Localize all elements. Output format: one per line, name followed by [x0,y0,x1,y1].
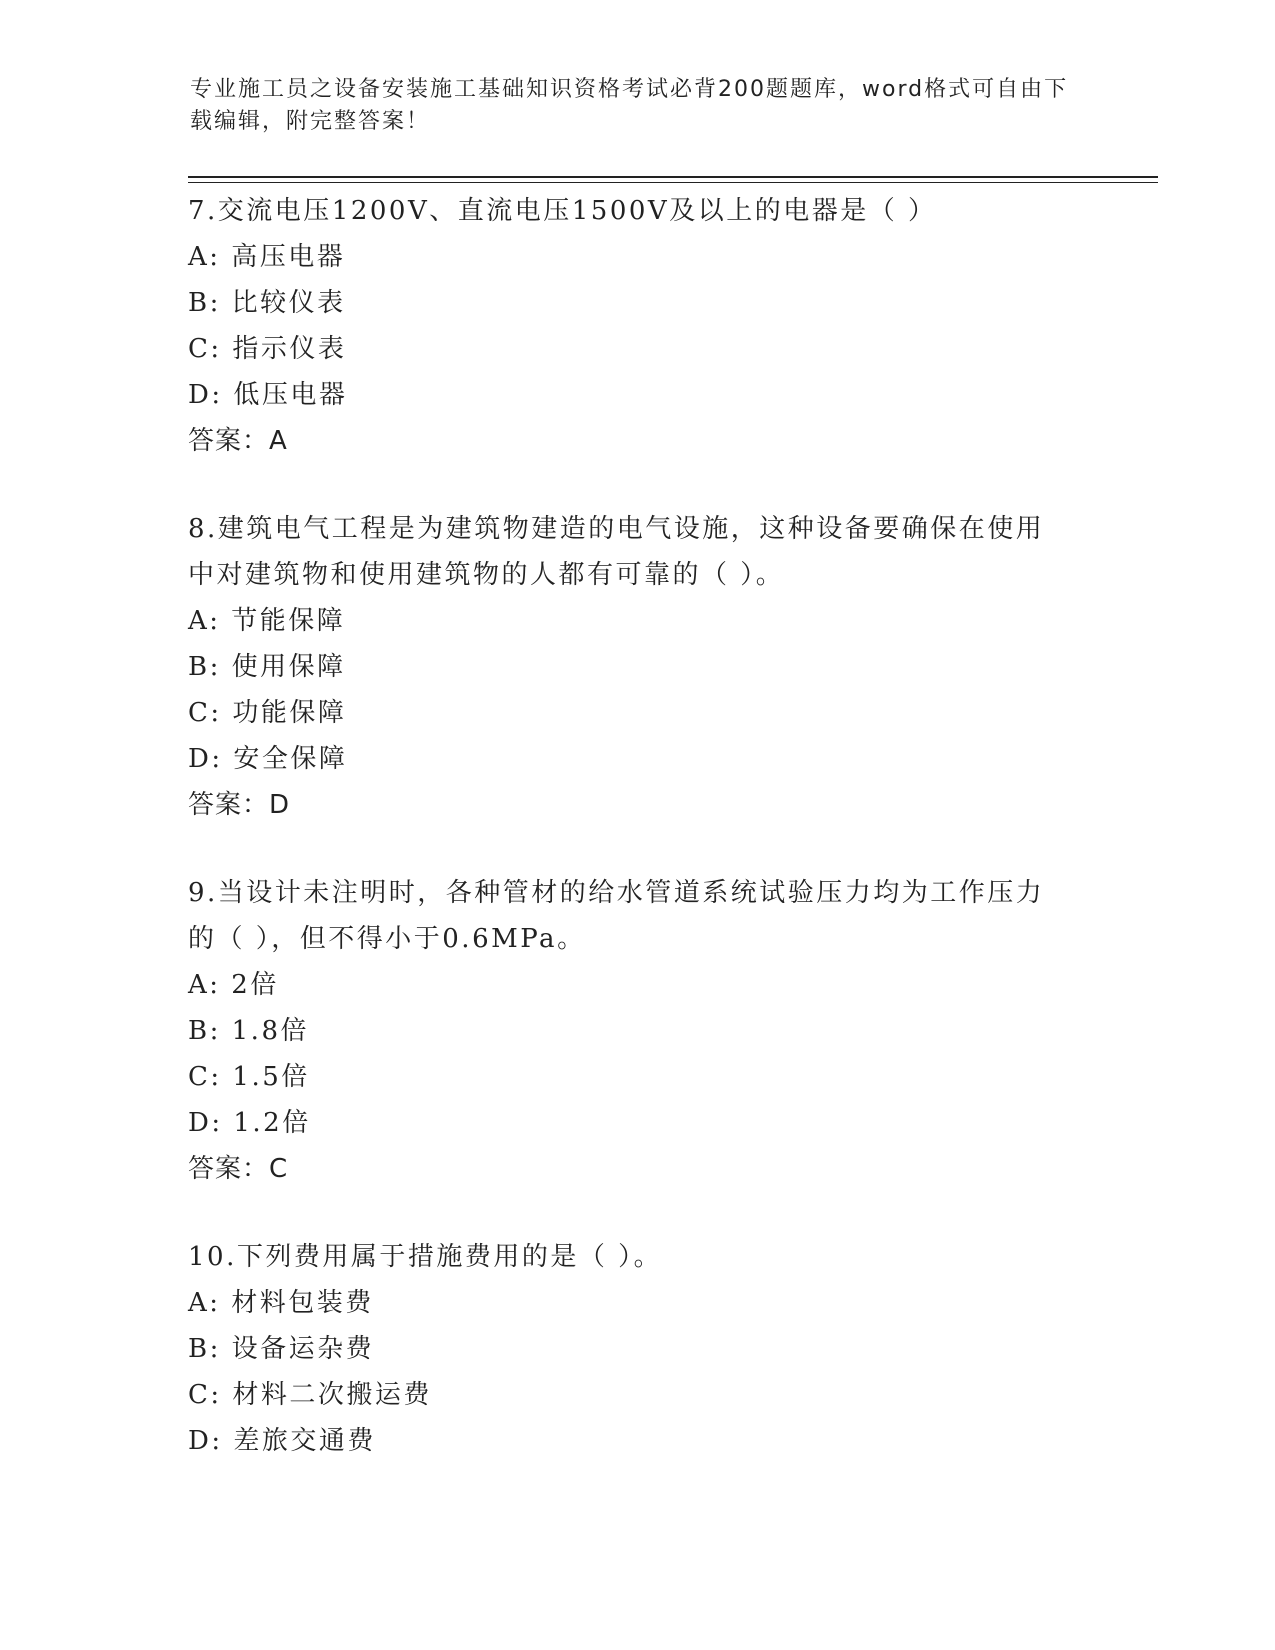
option-b: B: 设备运杂费 [188,1334,375,1364]
option-a: A: 节能保障 [188,606,346,636]
option-b: B: 使用保障 [188,652,346,682]
question-text: 9.当设计未注明时，各种管材的给水管道系统试验压力均为工作压力的（ ），但不得小于0.6MPa。 [188,878,1045,954]
question-text: 8.建筑电气工程是为建筑物建造的电气设施，这种设备要确保在使用中对建筑物和使用建筑物的人都有可靠的（ ）。 [188,514,1045,590]
answer: 答案：C [188,1154,289,1184]
option-d: D: 差旅交通费 [188,1426,376,1456]
question-8 [188,506,1068,828]
option-d: D: 1.2倍 [188,1108,311,1138]
option-c: C: 材料二次搬运费 [188,1380,432,1410]
question-text: 10.下列费用属于措施费用的是（ ）。 [188,1242,663,1272]
question-7 [188,188,1068,464]
header-rule-thick [188,176,1158,178]
question-text: 7.交流电压1200V、直流电压1500V及以上的电器是（ ） [188,196,937,226]
option-a: A: 2倍 [188,970,279,1000]
option-a: A: 材料包装费 [188,1288,374,1318]
question-10 [188,1234,1068,1464]
option-b: B: 1.8倍 [188,1016,309,1046]
option-d: D: 安全保障 [188,744,348,774]
option-b: B: 比较仪表 [188,288,346,318]
document-header: 专业施工员之设备安装施工基础知识资格考试必背200题题库，word格式可自由下载编辑，附完整答案！ [190,77,1069,134]
header-rule-thin [188,182,1158,183]
question-9 [188,870,1068,1192]
answer: 答案：A [188,426,288,456]
question-list [188,188,1068,1506]
option-c: C: 1.5倍 [188,1062,310,1092]
answer: 答案：D [188,790,291,820]
option-c: C: 功能保障 [188,698,347,728]
option-a: A: 高压电器 [188,242,346,272]
option-d: D: 低压电器 [188,380,348,410]
option-c: C: 指示仪表 [188,334,347,364]
